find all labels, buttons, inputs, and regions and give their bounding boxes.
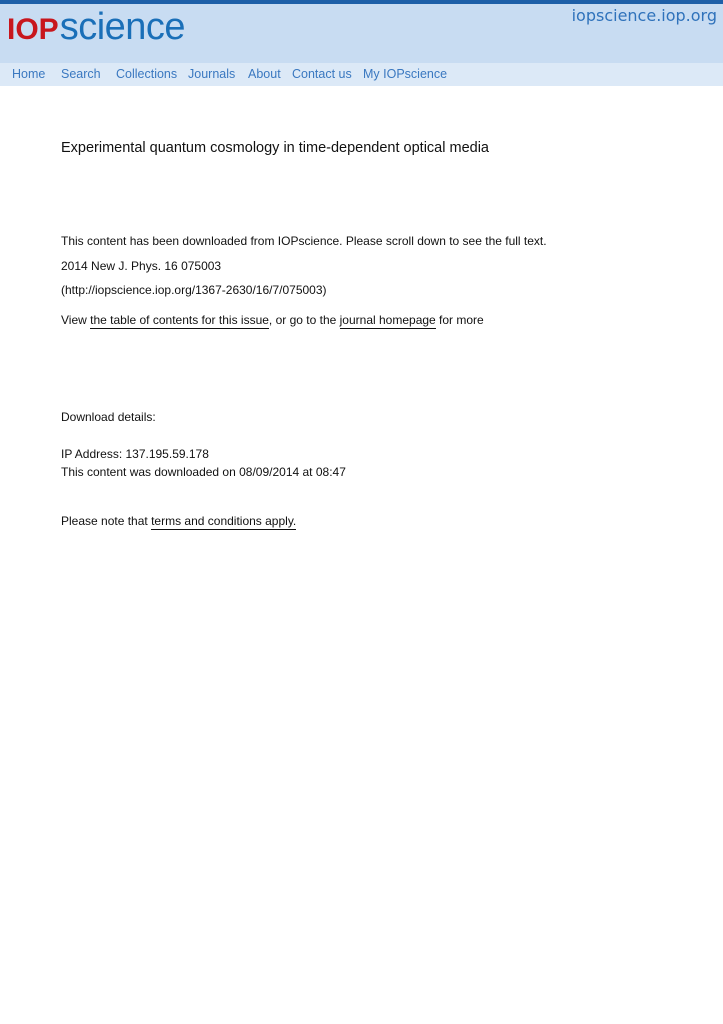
view-middle: , or go to the [268, 313, 340, 327]
view-line [61, 313, 484, 327]
nav-journals[interactable]: Journals [188, 67, 236, 81]
nav-collections[interactable]: Collections [116, 67, 178, 81]
view-suffix: for more [435, 313, 484, 327]
logo-iop-text: IOP [7, 13, 59, 46]
site-url[interactable]: iopscience.iop.org [571, 6, 717, 25]
nav-home[interactable]: Home [12, 67, 46, 81]
download-notice: This content has been downloaded from IOPscience. Please scroll down to see the full text. [61, 234, 547, 248]
site-header [0, 4, 723, 63]
nav-my-iopscience[interactable]: My IOPscience [363, 67, 448, 81]
main-nav [0, 63, 723, 86]
article-url: (http://iopscience.iop.org/1367-2630/16/7/075003) [61, 283, 327, 297]
view-prefix: View [61, 313, 91, 327]
journal-homepage-link[interactable]: journal homepage [339, 313, 436, 327]
terms-link[interactable]: terms and conditions apply. [151, 514, 297, 528]
article-title: Experimental quantum cosmology in time-dependent optical media [61, 140, 489, 156]
nav-about[interactable]: About [248, 67, 281, 81]
nav-search[interactable]: Search [61, 67, 101, 81]
toc-link[interactable]: the table of contents for this issue [90, 313, 269, 327]
logo-science-text: science [59, 6, 186, 48]
citation: 2014 New J. Phys. 16 075003 [61, 259, 222, 273]
terms-line [61, 514, 296, 528]
ip-address: IP Address: 137.195.59.178 [61, 447, 209, 461]
downloaded-on: This content was downloaded on 08/09/2014 at 08:47 [61, 465, 346, 479]
terms-prefix: Please note that [61, 514, 152, 528]
nav-contact-us[interactable]: Contact us [292, 67, 352, 81]
download-details-heading: Download details: [61, 410, 156, 424]
iopscience-logo[interactable] [7, 4, 185, 50]
